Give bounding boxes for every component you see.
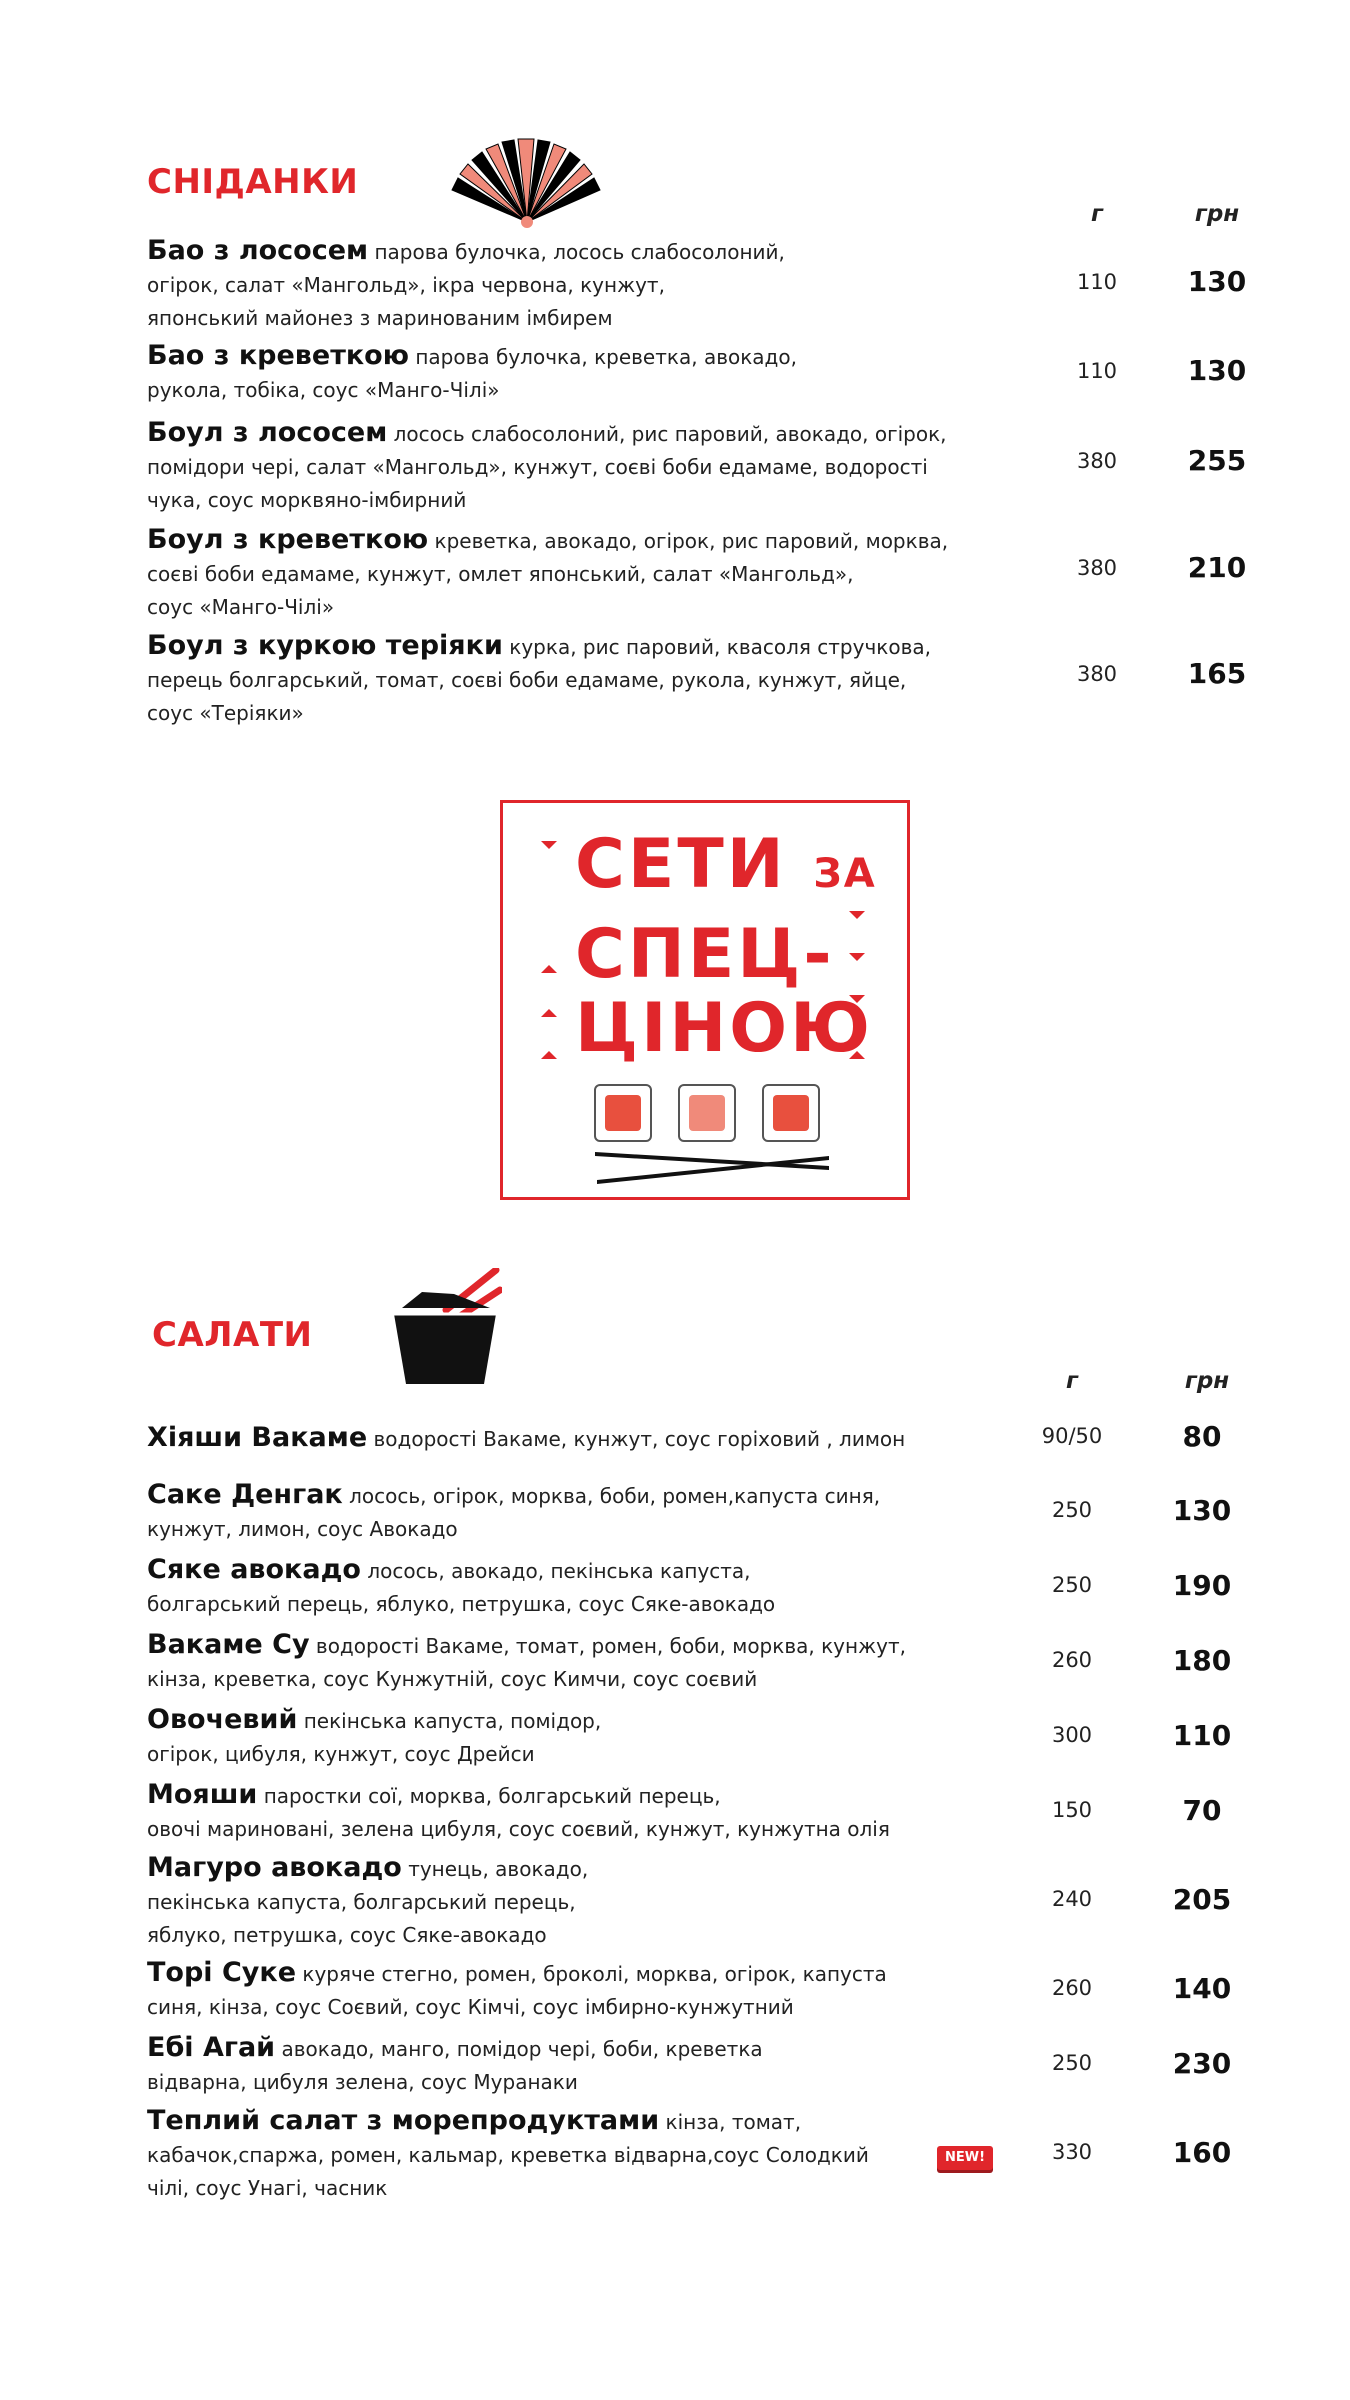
item-desc: овочі мариновані, зелена цибуля, соус соєвий, кунжут, кунжутна олія (147, 1817, 890, 1841)
item-desc: синя, кінза, соус Соєвий, соус Кімчі, соус імбирно-кунжутний (147, 1995, 794, 2019)
item-price: 255 (1187, 444, 1247, 477)
item-weight: 260 (1051, 1648, 1093, 1672)
item-price: 165 (1187, 657, 1247, 690)
item-name: Боул з креветкою (147, 524, 429, 555)
item-desc: лосось, огірок, морква, боби, ромен,капуста синя, (349, 1484, 881, 1508)
promo-word-za: ЗА (813, 851, 877, 897)
item-price: 205 (1172, 1883, 1232, 1916)
promo-word-sets: СЕТИ (575, 825, 787, 904)
item-weight: 250 (1051, 1498, 1093, 1522)
item-desc: лосось, авокадо, пекінська капуста, (367, 1559, 751, 1583)
item-name: Боул з куркою теріяки (147, 630, 503, 661)
item-desc: перець болгарський, томат, соєві боби едамаме, рукола, кунжут, яйце, (147, 668, 907, 692)
item-desc: болгарський перець, яблуко, петрушка, соус Сяке-авокадо (147, 1592, 776, 1616)
item-desc: японський майонез з маринованим імбирем (147, 306, 613, 330)
menu-item (147, 629, 931, 730)
item-name: Мояши (147, 1779, 258, 1810)
promo-line-1 (575, 825, 877, 904)
menu-item (147, 1628, 906, 1696)
menu-item (147, 1956, 887, 2024)
item-desc: тунець, авокадо, (408, 1857, 589, 1881)
salads-weight-header: г (1065, 1368, 1079, 1394)
menu-item (147, 416, 947, 517)
item-weight: 250 (1051, 2051, 1093, 2075)
item-weight: 110 (1076, 270, 1118, 294)
breakfast-weight-header: г (1090, 201, 1104, 227)
salads-title: САЛАТИ (152, 1315, 313, 1355)
item-desc: соус «Манго-Чілі» (147, 595, 335, 619)
item-desc: кабачок,спаржа, ромен, кальмар, креветка відварна,соус Солодкий (147, 2143, 869, 2167)
breakfast-price-header: грн (1194, 201, 1240, 227)
item-desc: креветка, авокадо, огірок, рис паровий, морква, (434, 529, 949, 553)
item-price: 180 (1172, 1644, 1232, 1677)
item-name: Саке Денгак (147, 1479, 343, 1510)
item-desc: пекінська капуста, болгарський перець, (147, 1890, 576, 1914)
item-name: Боул з лососем (147, 417, 388, 448)
item-desc: авокадо, манго, помідор чері, боби, креветка (281, 2037, 763, 2061)
item-desc: яблуко, петрушка, соус Сяке-авокадо (147, 1923, 547, 1947)
item-desc: відварна, цибуля зелена, соус Муранаки (147, 2070, 578, 2094)
item-weight: 250 (1051, 1573, 1093, 1597)
item-price: 130 (1187, 265, 1247, 298)
item-name: Торі Суке (147, 1957, 297, 1988)
item-weight: 150 (1051, 1798, 1093, 1822)
item-weight: 240 (1051, 1887, 1093, 1911)
item-name: Овочевий (147, 1704, 298, 1735)
item-desc: кінза, креветка, соус Кунжутній, соус Кимчи, соус соєвий (147, 1667, 758, 1691)
item-desc: соєві боби едамаме, кунжут, омлет японський, салат «Мангольд», (147, 562, 854, 586)
new-badge-icon: NEW! (937, 2146, 993, 2170)
item-weight: 300 (1051, 1723, 1093, 1747)
item-weight: 380 (1076, 449, 1118, 473)
item-desc: рукола, тобіка, соус «Манго-Чілі» (147, 378, 500, 402)
item-name: Бао з лососем (147, 235, 369, 266)
item-name: Хіяши Вакаме (147, 1422, 368, 1453)
item-price: 190 (1172, 1569, 1232, 1602)
promo-banner (500, 800, 910, 1200)
fan-icon (448, 138, 606, 230)
item-weight: 380 (1076, 662, 1118, 686)
item-desc: кунжут, лимон, соус Авокадо (147, 1517, 458, 1541)
item-weight: 330 (1051, 2140, 1093, 2164)
menu-item (147, 234, 785, 335)
menu-item (147, 2031, 763, 2099)
item-desc: водорості Вакаме, кунжут, соус горіховий , лимон (373, 1427, 906, 1451)
item-price: 110 (1172, 1719, 1232, 1752)
item-desc: чілі, соус Унагі, часник (147, 2176, 388, 2200)
breakfast-title: СНІДАНКИ (147, 162, 359, 202)
item-price: 210 (1187, 551, 1247, 584)
item-price: 130 (1172, 1494, 1232, 1527)
menu-item (147, 339, 797, 407)
item-name: Сяке авокадо (147, 1554, 361, 1585)
menu-item (147, 1703, 601, 1771)
item-name: Магуро авокадо (147, 1852, 402, 1883)
item-desc: парова булочка, креветка, авокадо, (415, 345, 797, 369)
item-weight: 260 (1051, 1976, 1093, 2000)
item-price: 70 (1182, 1794, 1222, 1827)
item-price: 140 (1172, 1972, 1232, 2005)
chopsticks-icon (593, 1148, 833, 1184)
item-price: 80 (1182, 1420, 1222, 1453)
item-desc: пекінська капуста, помідор, (303, 1709, 602, 1733)
menu-item (147, 1421, 905, 1456)
menu-item (147, 1553, 775, 1621)
menu-item (147, 1778, 890, 1846)
item-price: 160 (1172, 2136, 1232, 2169)
promo-line-3: ЦІНОЮ (575, 989, 873, 1068)
menu-item (147, 1851, 588, 1952)
item-desc: водорості Вакаме, томат, ромен, боби, морква, кунжут, (315, 1634, 906, 1658)
item-desc: соус «Теріяки» (147, 701, 304, 725)
item-desc: куряче стегно, ромен, броколі, морква, огірок, капуста (302, 1962, 887, 1986)
item-desc: паростки сої, морква, болгарський перець, (263, 1784, 721, 1808)
salads-price-header: грн (1184, 1368, 1230, 1394)
item-weight: 110 (1076, 359, 1118, 383)
item-name: Ебі Агай (147, 2032, 276, 2063)
menu-item (147, 1478, 880, 1546)
promo-line-2: СПЕЦ- (575, 915, 835, 994)
item-desc: огірок, салат «Мангольд», ікра червона, кунжут, (147, 273, 665, 297)
item-price: 230 (1172, 2047, 1232, 2080)
sushi-icon (593, 1083, 833, 1147)
item-name: Бао з креветкою (147, 340, 409, 371)
item-weight: 90/50 (1041, 1424, 1103, 1448)
item-desc: лосось слабосолоний, рис паровий, авокадо, огірок, (393, 422, 947, 446)
item-desc: парова булочка, лосось слабосолоний, (374, 240, 785, 264)
menu-item (147, 2104, 869, 2205)
item-desc: кінза, томат, (665, 2110, 802, 2134)
item-weight: 380 (1076, 556, 1118, 580)
noodle-box-icon (392, 1268, 502, 1386)
item-price: 130 (1187, 354, 1247, 387)
item-desc: курка, рис паровий, квасоля стручкова, (509, 635, 931, 659)
menu-item (147, 523, 948, 624)
item-desc: огірок, цибуля, кунжут, соус Дрейси (147, 1742, 535, 1766)
item-desc: чука, соус морквяно-імбирний (147, 488, 467, 512)
item-desc: помідори чері, салат «Мангольд», кунжут, соєві боби едамаме, водорості (147, 455, 928, 479)
item-name: Теплий салат з морепродуктами (147, 2105, 660, 2136)
item-name: Вакаме Су (147, 1629, 310, 1660)
